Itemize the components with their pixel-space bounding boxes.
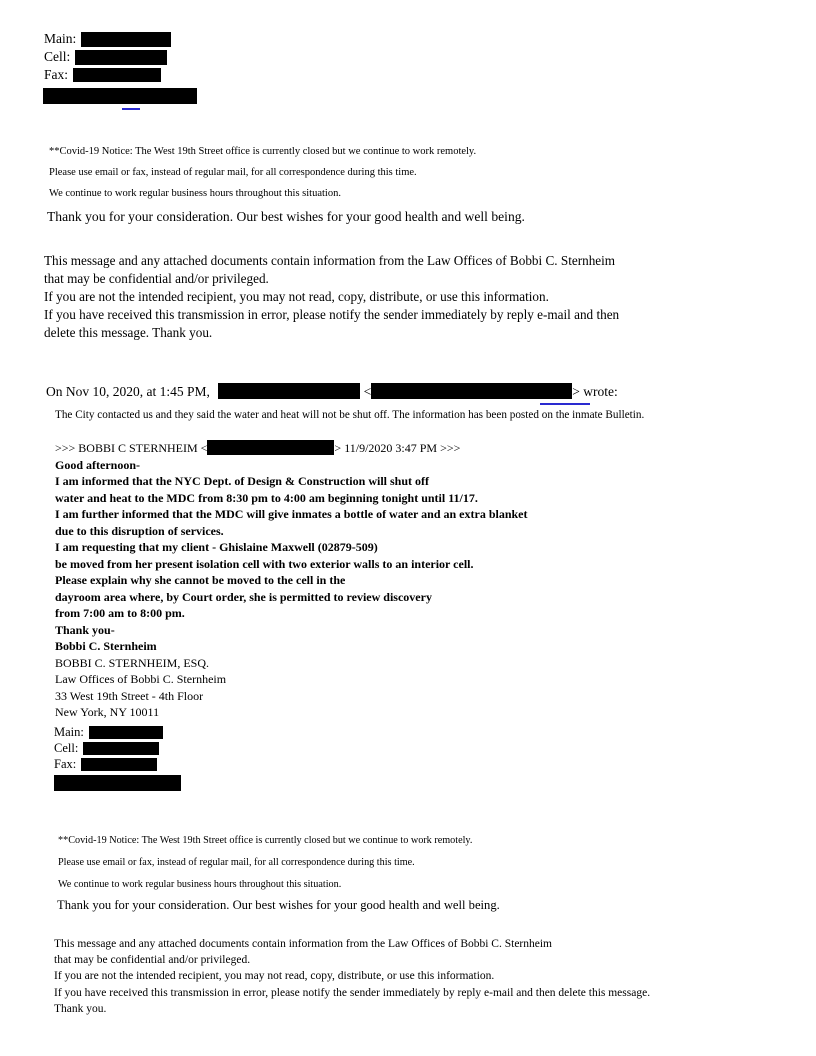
disclaimer-bottom	[54, 936, 650, 1017]
contact-line-main	[54, 724, 181, 740]
disclaimer-line: If you are not the intended recipient, you may not read, copy, distribute, or use this information.	[44, 289, 549, 304]
redaction-bar-email-address	[54, 775, 181, 791]
covid-notice-line: We continue to work regular business hours throughout this situation.	[58, 879, 342, 890]
link-underline-hint	[540, 403, 590, 405]
contact-line-cell	[54, 740, 181, 756]
message-body-line: I am informed that the NYC Dept. of Design & Construction will shut off	[55, 474, 429, 488]
message-body-line: due to this disruption of services.	[55, 523, 224, 538]
disclaimer-top	[44, 252, 619, 342]
quote-header-prefix: On Nov 10, 2020, at 1:45 PM,	[46, 384, 210, 399]
main-label: Main:	[44, 31, 77, 46]
disclaimer-line: If you have received this transmission in error, please notify the sender immediately by reply e-mail and then delete this message.	[54, 986, 651, 999]
redaction-bar-sender-name	[218, 383, 360, 399]
disclaimer-line: If you are not the intended recipient, you may not read, copy, distribute, or use this information.	[54, 970, 495, 983]
quote-header-lt: <	[363, 384, 372, 399]
message-body-line: Thank you-	[55, 622, 115, 637]
covid-notice-line: Please use email or fax, instead of regular mail, for all correspondence during this time.	[58, 857, 415, 868]
redaction-bar-sender-email	[371, 383, 572, 399]
main-label: Main:	[54, 724, 84, 739]
signature-line: New York, NY 10011	[55, 705, 160, 719]
cell-label: Cell:	[44, 49, 71, 64]
message-body-line: Good afternoon-	[55, 457, 140, 472]
covid-notice-top	[49, 145, 476, 208]
disclaimer-line: This message and any attached documents contain information from the Law Offices of Bobbi C. Sternheim	[54, 938, 552, 950]
message-body-line: water and heat to the MDC from 8:30 pm to 4:00 am beginning tonight until 11/17.	[55, 490, 478, 505]
disclaimer-line: that may be confidential and/or privileged.	[54, 954, 251, 967]
covid-notice-line: **Covid-19 Notice: The West 19th Street office is currently closed but we continue to work remotely.	[58, 835, 473, 846]
message-body-line: dayroom area where, by Court order, she is permitted to review discovery	[55, 589, 432, 604]
disclaimer-line: Thank you.	[54, 1002, 107, 1015]
inner-header-suffix: > 11/9/2020 3:47 PM >>>	[334, 441, 461, 455]
covid-notice-bottom	[58, 834, 472, 900]
redaction-bar-email-address	[43, 88, 197, 104]
contact-line-fax	[54, 756, 181, 772]
fax-label: Fax:	[54, 756, 77, 771]
message-body-line: from 7:00 am to 8:00 pm.	[55, 606, 185, 620]
disclaimer-line: This message and any attached documents contain information from the Law Offices of Bobbi C. Sternheim	[44, 253, 616, 268]
disclaimer-line: delete this message. Thank you.	[44, 325, 213, 340]
quote-header	[46, 383, 618, 400]
redaction-bar-main-phone	[89, 726, 163, 739]
signature-line: 33 West 19th Street - 4th Floor	[55, 688, 204, 703]
quote-header-suffix: > wrote:	[572, 384, 618, 399]
redaction-bar-sternheim-email	[207, 440, 334, 455]
redaction-bar-cell-phone	[83, 742, 159, 755]
message-body-line: I am requesting that my client - Ghislaine Maxwell (02879-509)	[55, 540, 378, 554]
message-body-line: I am further informed that the MDC will give inmates a bottle of water and an extra blanket	[55, 507, 528, 521]
inner-quote-header	[55, 440, 528, 457]
redaction-bar-main-phone	[81, 32, 171, 47]
signature-line: Law Offices of Bobbi C. Sternheim	[55, 672, 227, 686]
fax-label: Fax:	[44, 67, 69, 82]
contact-line-cell	[44, 48, 197, 66]
inner-quoted-message	[55, 440, 528, 721]
message-body-line: be moved from her present isolation cell with two exterior walls to an interior cell.	[55, 556, 474, 571]
city-reply-line: The City contacted us and they said the water and heat will not be shut off. The information has been posted on the inmate Bulletin.	[55, 409, 645, 421]
link-underline-hint	[122, 108, 140, 110]
covid-notice-line: We continue to work regular business hours throughout this situation.	[49, 188, 341, 199]
message-body-line: Bobbi C. Sternheim	[55, 639, 157, 653]
message-body-line: Please explain why she cannot be moved to the cell in the	[55, 573, 346, 587]
contact-line-fax	[44, 66, 197, 84]
thanks-line-top: Thank you for your consideration. Our best wishes for your good health and well being.	[47, 209, 525, 224]
signature-line: BOBBI C. STERNHEIM, ESQ.	[55, 655, 210, 670]
redaction-bar-fax-number	[81, 758, 157, 771]
disclaimer-line: If you have received this transmission in error, please notify the sender immediately by reply e-mail and then	[44, 307, 620, 322]
contact-block-top	[44, 30, 197, 108]
contact-block-bottom	[54, 724, 181, 795]
cell-label: Cell:	[54, 740, 79, 755]
redaction-bar-fax-number	[73, 68, 161, 82]
contact-line-main	[44, 30, 197, 48]
inner-header-prefix: >>> BOBBI C STERNHEIM <	[55, 441, 208, 455]
disclaimer-line: that may be confidential and/or privileged.	[44, 271, 269, 286]
redaction-bar-cell-phone	[75, 50, 167, 65]
thanks-line-bottom: Thank you for your consideration. Our best wishes for your good health and well being.	[57, 898, 500, 912]
covid-notice-line: Please use email or fax, instead of regular mail, for all correspondence during this time.	[49, 167, 417, 178]
covid-notice-line: **Covid-19 Notice: The West 19th Street office is currently closed but we continue to work remotely.	[49, 146, 477, 157]
